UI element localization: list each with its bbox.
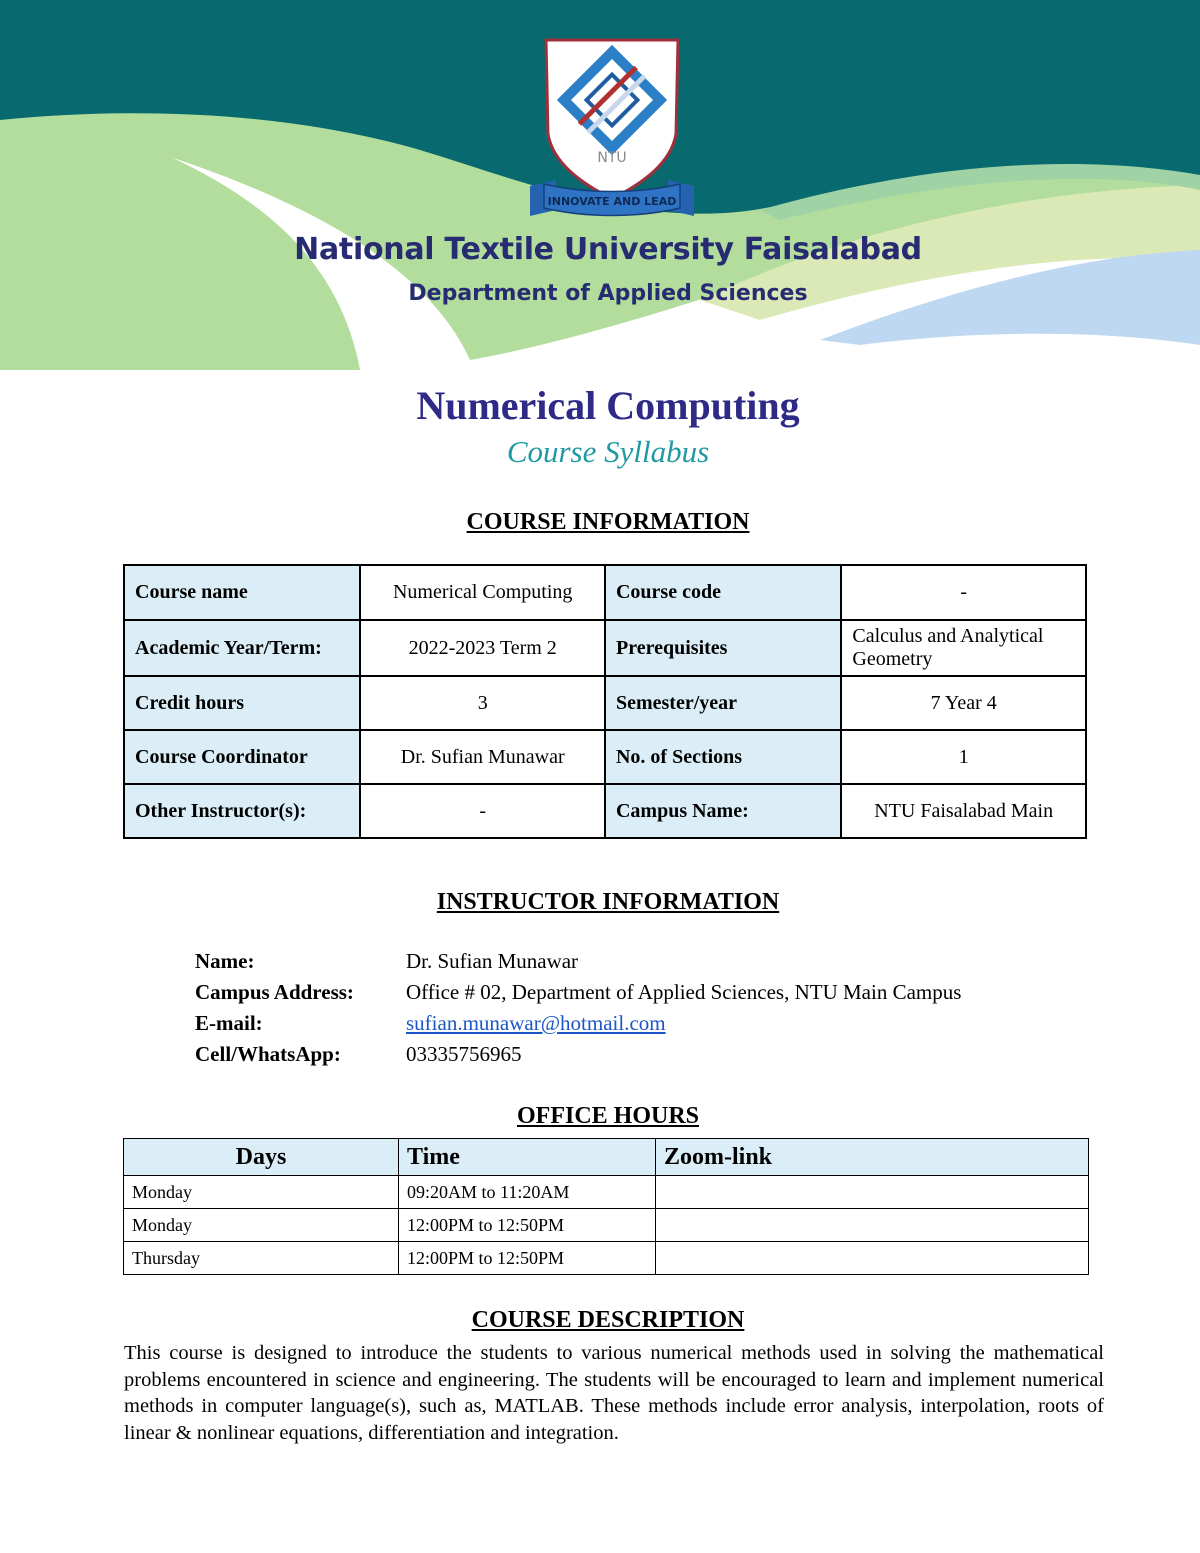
email-row (195, 1008, 961, 1039)
instructor-name: Dr. Sufian Munawar (406, 949, 579, 973)
value-cell: 3 (360, 676, 605, 730)
label-cell: Credit hours (124, 676, 360, 730)
course-information-heading: COURSE INFORMATION (466, 509, 750, 535)
table-row (124, 676, 1086, 730)
day-cell: Monday (124, 1209, 399, 1242)
label-cell: Course name (124, 565, 360, 620)
time-cell: 09:20AM to 11:20AM (399, 1176, 656, 1209)
value-cell: 7 Year 4 (841, 676, 1086, 730)
table-row (124, 784, 1086, 838)
table-row (124, 730, 1086, 784)
value-cell: Calculus and Analytical Geometry (841, 620, 1086, 676)
table-header-row (124, 1139, 1089, 1176)
zoom-link-cell (656, 1209, 1089, 1242)
instructor-name-row (195, 946, 961, 977)
office-hours-heading: OFFICE HOURS (516, 1103, 699, 1129)
email-label: E-mail: (195, 1011, 263, 1035)
day-cell: Thursday (124, 1242, 399, 1275)
value-cell: 1 (841, 730, 1086, 784)
table-row (124, 1242, 1089, 1275)
svg-text:NTU: NTU (597, 150, 627, 166)
value-cell: - (841, 565, 1086, 620)
column-header-zoom-link: Zoom-link (656, 1139, 1089, 1176)
table-row (124, 565, 1086, 620)
university-name: National Textile University Faisalabad (294, 232, 922, 267)
label-cell: No. of Sections (605, 730, 841, 784)
value-cell: Numerical Computing (360, 565, 605, 620)
value-cell: Dr. Sufian Munawar (360, 730, 605, 784)
label-cell: Prerequisites (605, 620, 841, 676)
course-title: Numerical Computing (416, 383, 800, 428)
ntu-logo (526, 34, 698, 220)
table-row (124, 620, 1086, 676)
phone-label: Cell/WhatsApp: (195, 1042, 341, 1066)
campus-address-row (195, 977, 961, 1008)
course-subtitle: Course Syllabus (506, 434, 710, 469)
svg-text:INNOVATE AND LEAD: INNOVATE AND LEAD (547, 195, 677, 208)
phone-row (195, 1039, 961, 1070)
campus-address: Office # 02, Department of Applied Sciences, NTU Main Campus (406, 980, 962, 1004)
label-cell: Course Coordinator (124, 730, 360, 784)
table-row (124, 1209, 1089, 1242)
course-description-text: This course is designed to introduce the students to various numerical methods used in solving the mathematical problems encountered in science and engineering. The students will be encouraged to learn and implement numerical methods in computer language(s), such as, MATLAB. These methods include error analysis, interpolation, roots of linear & nonlinear equations, differentiation and integration. (124, 1342, 1104, 1444)
phone-number: 03335756965 (406, 1042, 522, 1066)
time-cell: 12:00PM to 12:50PM (399, 1242, 656, 1275)
time-cell: 12:00PM to 12:50PM (399, 1209, 656, 1242)
zoom-link-cell (656, 1242, 1089, 1275)
table-row (124, 1176, 1089, 1209)
course-description-heading: COURSE DESCRIPTION (471, 1307, 745, 1333)
zoom-link-cell (656, 1176, 1089, 1209)
column-header-time: Time (399, 1139, 656, 1176)
instructor-information-heading: INSTRUCTOR INFORMATION (436, 889, 780, 915)
label-cell: Other Instructor(s): (124, 784, 360, 838)
email-link[interactable]: sufian.munawar@hotmail.com (406, 1011, 666, 1035)
campus-address-label: Campus Address: (195, 980, 354, 1004)
value-cell: NTU Faisalabad Main (841, 784, 1086, 838)
label-cell: Academic Year/Term: (124, 620, 360, 676)
instructor-details (195, 946, 961, 1070)
label-cell: Course code (605, 565, 841, 620)
course-information-table (123, 564, 1087, 839)
value-cell: - (360, 784, 605, 838)
name-label: Name: (195, 949, 255, 973)
office-hours-table (123, 1138, 1089, 1275)
day-cell: Monday (124, 1176, 399, 1209)
department-name: Department of Applied Sciences (408, 281, 808, 306)
label-cell: Campus Name: (605, 784, 841, 838)
label-cell: Semester/year (605, 676, 841, 730)
column-header-days: Days (124, 1139, 399, 1176)
value-cell: 2022-2023 Term 2 (360, 620, 605, 676)
